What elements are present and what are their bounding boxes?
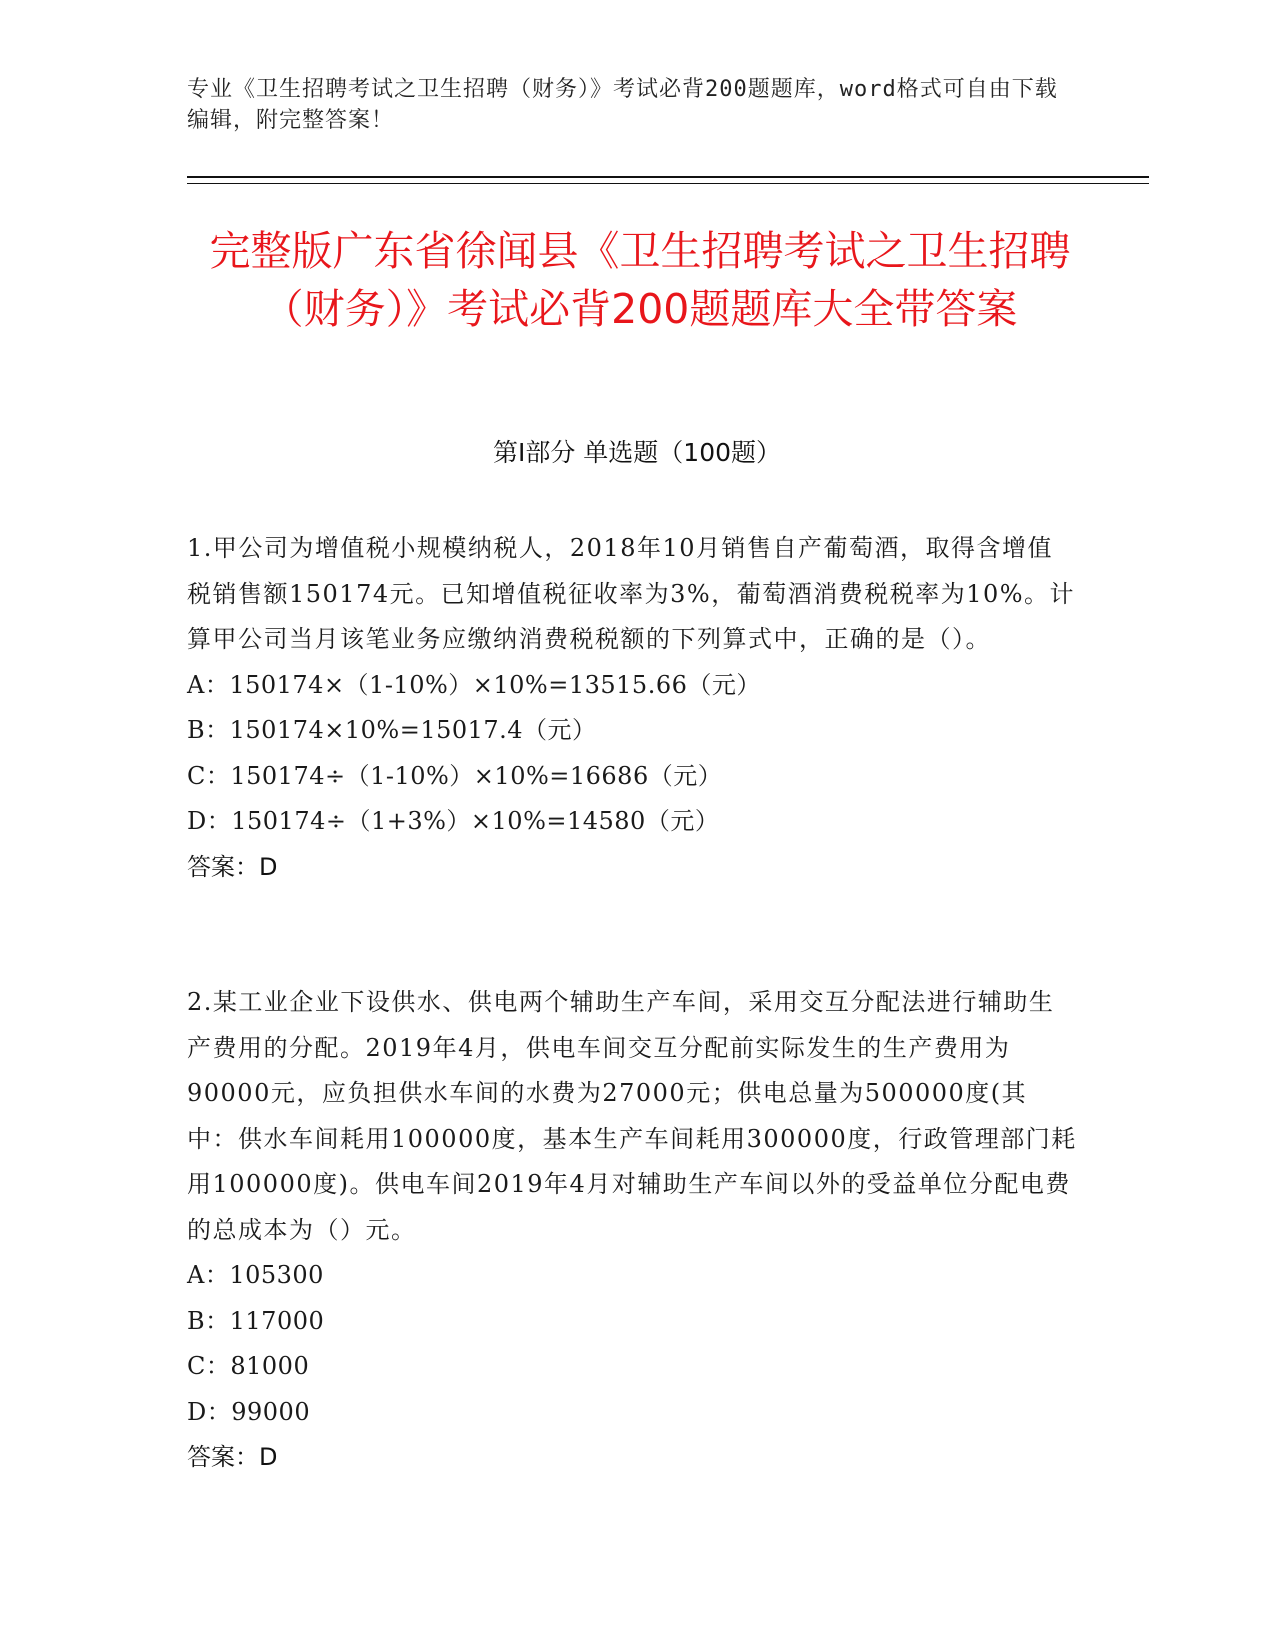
header-note: 专业《卫生招聘考试之卫生招聘（财务）》考试必背200题题库，word格式可自由下载编辑，附完整答案！ [187,77,1058,133]
question-1 [187,526,1077,890]
option-a: A：150174×（1-10%）×10%=13515.66（元） [187,670,761,699]
option-a: A：105300 [187,1261,324,1289]
header-divider-thin [187,183,1149,184]
question-2 [187,980,1077,1481]
option-c: C：150174÷（1-10%）×10%=16686（元） [187,761,723,790]
header-divider-thick [187,176,1149,178]
option-b: B：150174×10%=15017.4（元） [187,716,597,744]
option-c: C：81000 [187,1352,310,1380]
option-b: B：117000 [187,1306,325,1335]
option-d: D：150174÷（1+3%）×10%=14580（元） [187,807,720,835]
answer-line: 答案：D [187,852,278,881]
question-stem: 2.某工业企业下设供水、供电两个辅助生产车间，采用交互分配法进行辅助生产费用的分配。2019年4月，供电车间交互分配前实际发生的生产费用为90000元，应负担供水车间的水费为27000元；供电总量为500000度(其中：供水车间耗用100000度，基本生产车间耗用300000度，行政管理部门耗用100000度)。供电车间2019年4月对辅助生产车间以外的受益单位分配电费的总成本为（）元。 [187,988,1077,1244]
section-heading: 第Ⅰ部分 单选题（100题） [492,438,782,467]
question-stem: 1.甲公司为增值税小规模纳税人，2018年10月销售自产葡萄酒，取得含增值税销售额150174元。已知增值税征收率为3%，葡萄酒消费税税率为10%。计算甲公司当月该笔业务应缴纳消费税税额的下列算式中，正确的是（）。 [187,534,1076,653]
option-d: D：99000 [187,1397,311,1426]
answer-line: 答案：D [187,1443,278,1471]
document-title: 完整版广东省徐闻县《卫生招聘考试之卫生招聘（财务）》考试必背200题题库大全带答案 [209,227,1071,333]
